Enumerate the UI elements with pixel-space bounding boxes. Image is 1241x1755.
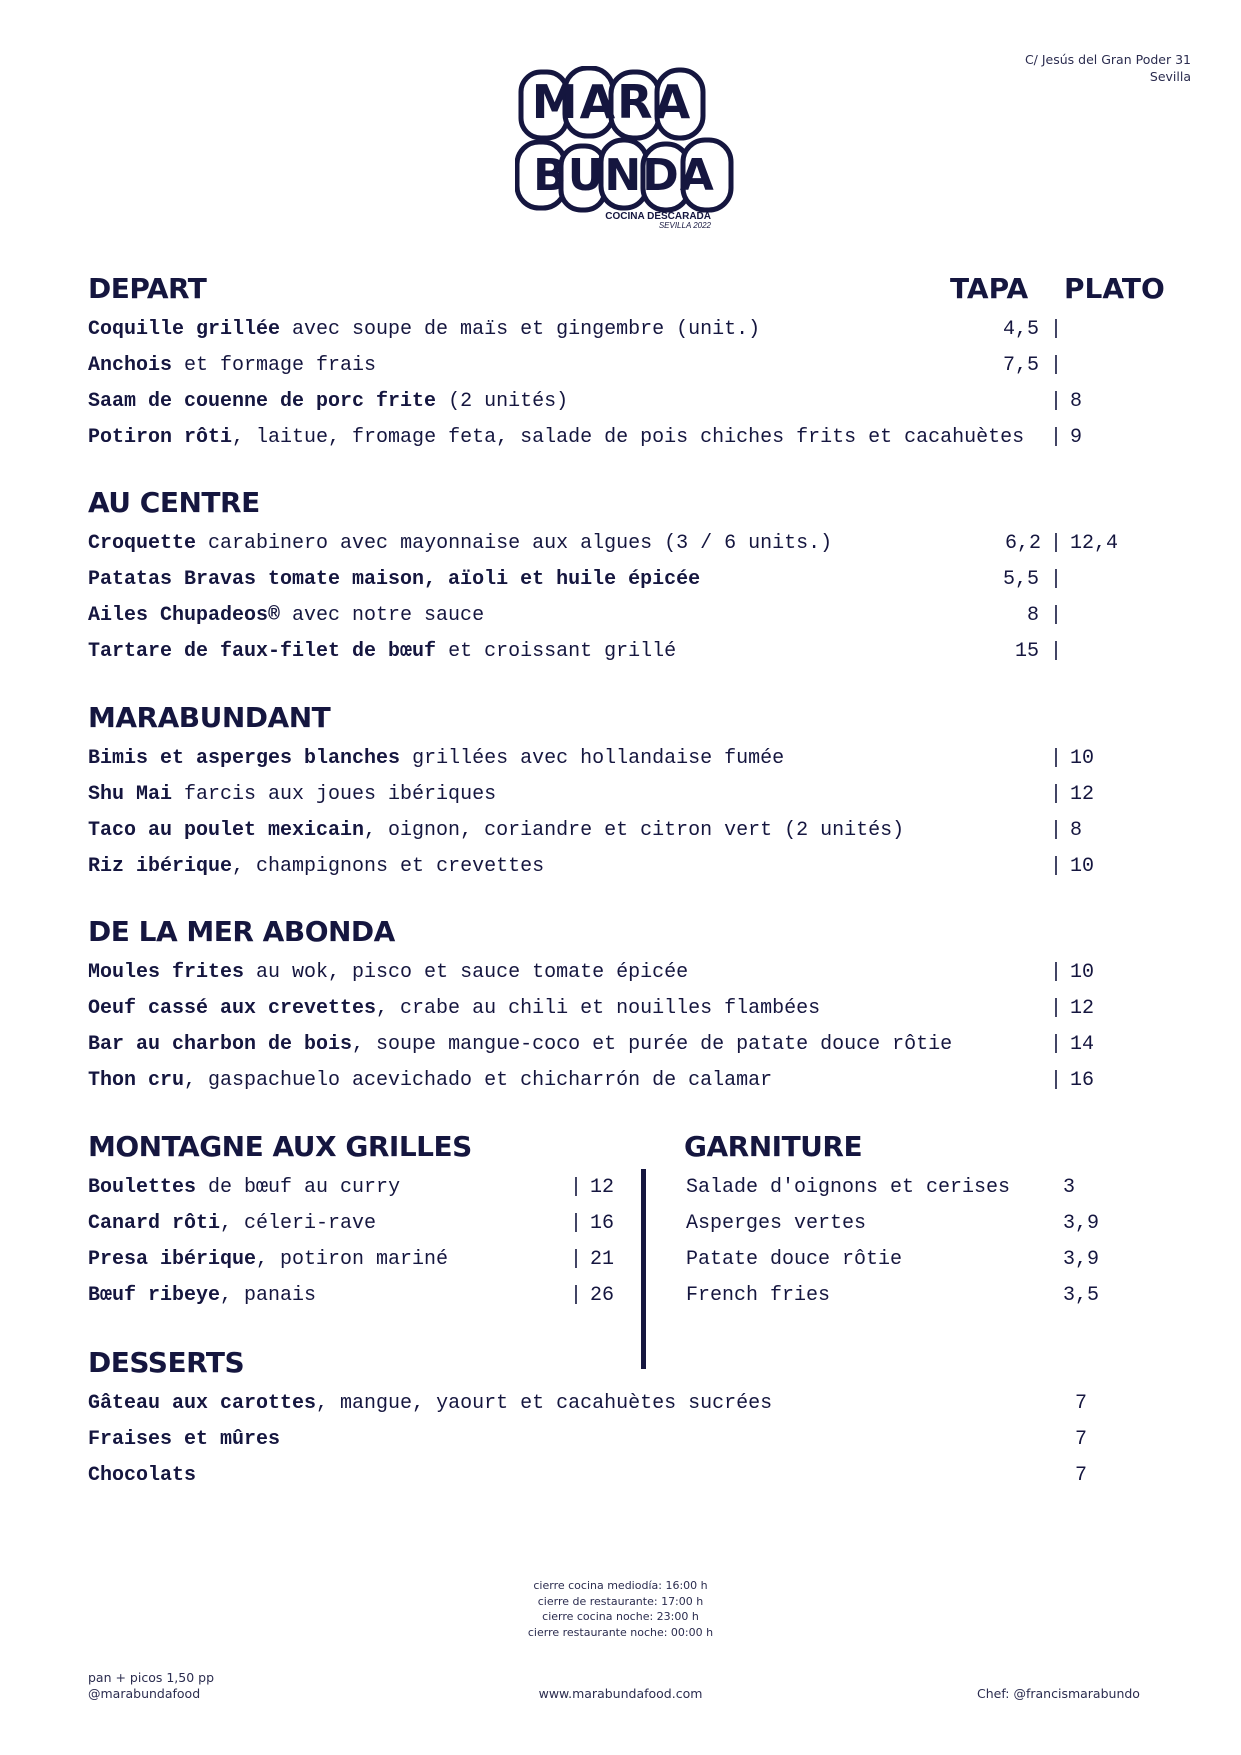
tapa-price: 8 [1026,604,1039,627]
dish-name: Gâteau aux carottes [88,1392,317,1415]
tapa-price: 6,2 [1004,532,1041,555]
side-price: 3,9 [1063,1212,1100,1235]
menu-item [88,1389,772,1419]
logo-tagline: COCINA DESCARADA [605,211,711,222]
tapa-price: 15 [1014,640,1039,663]
logo-subtag: SEVILLA 2022 [658,221,711,230]
menu-item [88,351,376,381]
menu-item [88,852,544,882]
menu-item [88,1209,376,1239]
plato-price: 10 [1070,855,1095,878]
dish-name: Shu Mai [88,783,173,806]
price-divider: | [1050,1069,1063,1092]
plato-price: 12 [1070,783,1095,806]
price-divider: | [570,1212,583,1235]
dish-name: Bimis et asperges blanches [88,747,401,770]
price-divider: | [1050,855,1063,878]
plato-price: 10 [1070,961,1095,984]
plato-price: 16 [590,1212,615,1235]
price-divider: | [570,1176,583,1199]
dish-name: Croquette [88,532,197,555]
menu-item [88,1461,196,1491]
dish-name: Coquille grillée [88,318,281,341]
dessert-price: 7 [1075,1464,1088,1487]
plato-price: 8 [1070,819,1083,842]
price-divider: | [1050,783,1063,806]
dish-desc: , potiron mariné [256,1248,449,1271]
dish-name: Ailes Chupadeos® [88,604,281,627]
dish-desc: , panais [220,1284,317,1307]
side-item [686,1173,1010,1203]
dish-desc: carabinero avec mayonnaise aux algues (3 / 6 units.) [196,532,833,555]
menu-item [88,565,700,595]
side-price: 3,9 [1063,1248,1100,1271]
dish-name: Thon cru [88,1069,185,1092]
menu-item [88,637,676,667]
website-link[interactable]: www.marabundafood.com [538,1686,703,1701]
price-divider: | [1050,1033,1063,1056]
column-head-plato: PLATO [1064,272,1165,305]
section-title-depart: DEPART [88,272,207,305]
price-divider: | [1050,568,1063,591]
menu-item [88,387,568,417]
dish-desc: , oignon, coriandre et citron vert (2 unités) [364,819,905,842]
tapa-price: 7,5 [1002,354,1039,377]
dish-desc: et croissant grillé [436,640,677,663]
dish-name: Oeuf cassé aux crevettes [88,997,377,1020]
price-divider: | [570,1284,583,1307]
menu-item [88,1066,772,1096]
price-divider: | [1050,354,1063,377]
dessert-price: 7 [1075,1392,1088,1415]
price-divider: | [1050,532,1063,555]
logo-word-2: BUNDA [533,150,715,201]
dish-name: Moules frites [88,961,245,984]
dish-name: Riz ibérique [88,855,233,878]
price-divider: | [1050,640,1063,663]
chef-credit: Chef: @francismarabundo [977,1686,1140,1701]
logo-word-1: MARA [531,75,693,129]
side-item [686,1209,866,1239]
price-divider: | [570,1248,583,1271]
price-divider: | [1050,426,1063,449]
menu-item [88,601,484,631]
address-street: C/ Jesús del Gran Poder 31 [1024,52,1191,67]
plato-price: 12 [590,1176,615,1199]
menu-item [88,1281,316,1311]
section-title-marabundant: MARABUNDANT [88,701,331,734]
side-item [686,1281,830,1311]
dish-desc: , céleri-rave [220,1212,377,1235]
menu-item [88,958,688,988]
address-city: Sevilla [1149,69,1191,84]
menu-item [88,315,760,345]
menu-item [88,780,496,810]
price-divider: | [1050,390,1063,413]
dessert-price: 7 [1075,1428,1088,1451]
price-divider: | [1050,961,1063,984]
dish-desc: et formage frais [172,354,377,377]
dish-desc: , mangue, yaourt et cacahuètes sucrées [316,1392,773,1415]
plato-price: 12,4 [1070,532,1119,555]
price-divider: | [1050,318,1063,341]
menu-item [88,1173,400,1203]
side-name: Salade d'oignons et cerises [686,1176,1011,1199]
dish-name: Boulettes [88,1176,197,1199]
dish-name: Patatas Bravas tomate maison, aïoli et huile épicée [88,568,701,591]
menu-item [88,423,1024,453]
side-price: 3,5 [1063,1284,1100,1307]
dish-name: Saam de couenne de porc frite [88,390,437,413]
dish-name: Potiron rôti [88,426,233,449]
dish-name: Presa ibérique [88,1248,257,1271]
plato-price: 21 [590,1248,615,1271]
dish-desc: , gaspachuelo acevichado et chicharrón de calamar [184,1069,773,1092]
hours-line: cierre de restaurante: 17:00 h [537,1594,704,1608]
dish-desc: , crabe au chili et nouilles flambées [376,997,821,1020]
plato-price: 12 [1070,997,1095,1020]
dish-name: Tartare de faux-filet de bœuf [88,640,437,663]
dish-name: Fraises et mûres [88,1428,281,1451]
dish-name: Canard rôti [88,1212,221,1235]
plato-price: 9 [1070,426,1083,449]
dish-desc: , soupe mangue-coco et purée de patate douce rôtie [352,1033,953,1056]
plato-price: 10 [1070,747,1095,770]
side-price: 3 [1063,1176,1076,1199]
dish-desc: avec notre sauce [280,604,485,627]
plato-price: 8 [1070,390,1083,413]
side-item [686,1245,902,1275]
tapa-price: 4,5 [1002,318,1039,341]
section-title-garniture: GARNITURE [684,1130,863,1163]
column-divider [641,1169,646,1369]
dish-desc: de bœuf au curry [196,1176,401,1199]
menu-item [88,994,820,1024]
hours-line: cierre cocina mediodía: 16:00 h [533,1579,708,1592]
price-divider: | [1050,604,1063,627]
menu-item [88,1030,952,1060]
hours-line: cierre restaurante noche: 00:00 h [527,1625,714,1639]
price-divider: | [1050,819,1063,842]
menu-item [88,1245,448,1275]
section-title-centre: AU CENTRE [88,486,260,519]
hours-line: cierre cocina noche: 23:00 h [542,1610,699,1623]
section-title-desserts: DESSERTS [88,1346,245,1379]
dish-name: Anchois [88,354,173,377]
dish-desc: , champignons et crevettes [232,855,545,878]
opening-hours [0,1578,1241,1640]
dish-name: Chocolats [88,1464,197,1487]
dish-name: Bœuf ribeye [88,1284,221,1307]
menu-item [88,816,904,846]
dish-desc: farcis aux joues ibériques [172,783,497,806]
menu-item [88,529,832,559]
bread-charge: pan + picos 1,50 pp [88,1670,215,1685]
plato-price: 16 [1070,1069,1095,1092]
menu-item [88,1425,280,1455]
tapa-price: 5,5 [1002,568,1039,591]
dish-desc: avec soupe de maïs et gingembre (unit.) [280,318,761,341]
dish-name: Bar au charbon de bois [88,1033,353,1056]
dish-desc: grillées avec hollandaise fumée [400,747,785,770]
plato-price: 26 [590,1284,615,1307]
plato-price: 14 [1070,1033,1095,1056]
dish-name: Taco au poulet mexicain [88,819,365,842]
price-divider: | [1050,997,1063,1020]
restaurant-address [1025,51,1191,85]
column-head-tapa: TAPA [950,272,1029,305]
menu-item [88,744,784,774]
price-divider: | [1050,747,1063,770]
side-name: Patate douce rôtie [686,1248,903,1271]
side-name: Asperges vertes [686,1212,867,1235]
dish-desc: , laitue, fromage feta, salade de pois chiches frits et cacahuètes [232,426,1025,449]
side-name: French fries [686,1284,831,1307]
dish-desc: au wok, pisco et sauce tomate épicée [244,961,689,984]
marabunda-logo [515,66,735,230]
dish-desc: (2 unités) [436,390,569,413]
section-title-mer: DE LA MER ABONDA [88,915,395,948]
section-title-montagne: MONTAGNE AUX GRILLES [88,1130,472,1163]
instagram-handle[interactable]: @marabundafood [88,1686,201,1701]
